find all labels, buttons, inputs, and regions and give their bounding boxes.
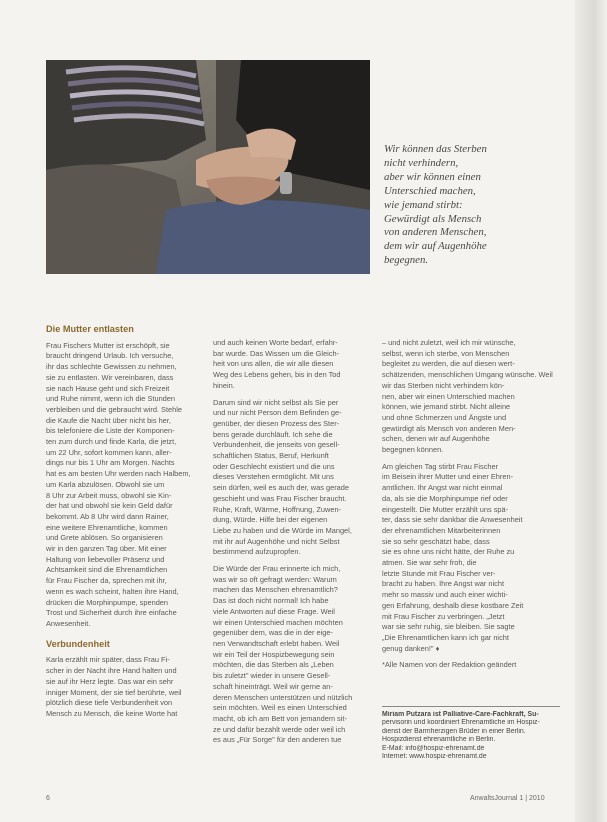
body-text-line: Die Würde der Frau erinnerte ich mich, bbox=[213, 564, 341, 574]
body-text-line: schen, denen wir auf Augenhöhe bbox=[382, 434, 490, 444]
body-text-line: eine weitere Ehrenamtliche, kommen bbox=[46, 522, 168, 532]
magazine-issue: AnwaltsJournal 1 | 2010 bbox=[470, 795, 545, 802]
body-text-line: der ehrenamtlichen Mitarbeiterinnen bbox=[382, 525, 501, 535]
body-text-line: nen Verwandtschaft erlebt haben. Weil bbox=[213, 638, 340, 648]
body-text-line: machen das Menschen ehrenamtlich? bbox=[213, 585, 338, 595]
body-text-line: scher in der Nacht ihre Hand halten und bbox=[46, 666, 177, 676]
body-text-line: und Grete ablösen. So organisieren bbox=[46, 533, 163, 543]
page-number: 6 bbox=[46, 795, 50, 802]
body-text-line: Mensch zu Mensch, die keine Worte hat bbox=[46, 708, 178, 718]
body-text-line: wir in den ganzen Tag über. Mit einer bbox=[46, 544, 167, 554]
body-text-line: möchten, die das Sterben als „Leben bbox=[213, 660, 334, 670]
body-text-line: letzte Stunde mit Frau Fischer ver- bbox=[382, 568, 496, 578]
quote-line: begegnen. bbox=[384, 254, 429, 267]
body-text-line: die Kaufe die Nacht über nicht bis her, bbox=[46, 415, 171, 425]
body-text-line: macht, ob ich am Bett von jemandem sit- bbox=[213, 713, 347, 723]
quote-line: wie jemand stirbt: bbox=[384, 198, 463, 211]
body-text-line: wenn es wach scheint, halten ihre Hand, bbox=[46, 586, 179, 596]
body-text-line: 8 Uhr zur Arbeit muss, obwohl sie Kin- bbox=[46, 490, 172, 500]
body-text-line: ihr das schlechte Gewissen zu nehmen, bbox=[46, 362, 177, 372]
body-text-line: oder Geschlecht existiert und die uns bbox=[213, 461, 335, 471]
body-text-line: schaft hineinträgt. Weil wir gerne an- bbox=[213, 681, 333, 691]
body-text-line: verbleiben und die gebraucht wird. Stehle bbox=[46, 404, 182, 414]
body-text-line: sein möchten. Weil es einen Unterschied bbox=[213, 703, 347, 713]
body-text-line: Trost und Sicherheit durch ihre einfache bbox=[46, 608, 177, 618]
section-heading: Die Mutter entlasten bbox=[46, 324, 134, 334]
body-text-line: Haltung von liebevoller Präsenz und bbox=[46, 554, 165, 564]
body-text-line: genüber, der diesen Prozess des Ster- bbox=[213, 418, 340, 428]
body-text-line: begegnen können. bbox=[382, 445, 444, 455]
author-box bbox=[382, 711, 560, 761]
body-text-line: Weg des Lebens gehen, bis in den Tod bbox=[213, 370, 341, 380]
body-text-line: bis telefoniere die Liste der Komponen- bbox=[46, 426, 175, 436]
body-text-line: Frau Fischers Mutter ist erschöpft, sie bbox=[46, 340, 170, 350]
body-text-line: drücken die Morphinpumpe, spenden bbox=[46, 597, 169, 607]
body-text-line: dung, Würde. Hilfe bei der eigenen bbox=[213, 515, 328, 525]
body-text-line: braucht dringend Urlaub. Ich versuche, bbox=[46, 351, 174, 361]
column-2 bbox=[213, 338, 378, 746]
pull-quote bbox=[384, 143, 559, 268]
body-text-line: inniger Moment, der sie tief berührte, weil bbox=[46, 687, 182, 697]
author-line: pervisorin und koordiniert Ehrenamtliche im Hospiz- bbox=[382, 719, 540, 727]
quote-line: von anderen Menschen, bbox=[384, 226, 487, 239]
body-text-line: geschieht und was Frau Fischer braucht. bbox=[213, 493, 347, 503]
body-text-line: war sie sehr ruhig, sie bleiben. Sie sagte bbox=[382, 622, 515, 632]
body-text-line: sie so sehr geschätzt habe, dass bbox=[382, 536, 490, 546]
body-text-line: und Ruhe nimmt, wenn ich die Stunden bbox=[46, 394, 176, 404]
body-text-line: es aus „Für Sorge" für den anderen tue bbox=[213, 735, 342, 745]
body-text-line: amtlichen. Ihr Angst war nicht einmal bbox=[382, 483, 503, 493]
body-text-line: eingestellt. Die Mutter erzählt uns spä- bbox=[382, 504, 509, 514]
author-line: E-Mail: info@hospiz-ehrenamt.de bbox=[382, 744, 485, 752]
body-text-line: gegenüber dem, was die in der eige- bbox=[213, 628, 333, 638]
body-text-line: gen Erfahrung, deshalb diese kostbare Zeit bbox=[382, 600, 524, 610]
body-text-line: gewürdigt als Mensch von anderen Men- bbox=[382, 423, 516, 433]
body-text-line: bens gerade durchläuft. Ich sehe die bbox=[213, 429, 333, 439]
quote-line: aber wir können einen bbox=[384, 170, 481, 183]
body-text-line: sie auf ihr Herz legte. Das war ein sehr bbox=[46, 676, 174, 686]
body-text-line: Karla erzählt mir später, dass Frau Fi- bbox=[46, 655, 170, 665]
body-text-line: bestimmend aufzupropfen. bbox=[213, 547, 301, 557]
page-edge bbox=[575, 0, 607, 822]
author-line: Miriam Putzara ist Palliative-Care-Fachkraft, Su- bbox=[382, 711, 539, 718]
body-text-line: viele Antworten auf diese Frage. Weil bbox=[213, 606, 335, 616]
body-text-line: hat es am besten Uhr werden nach Halbem, bbox=[46, 469, 191, 479]
body-text-line: Am gleichen Tag stirbt Frau Fischer bbox=[382, 461, 499, 471]
body-text-line: Ruhe, Kraft, Wärme, Hoffnung, Zuwen- bbox=[213, 504, 342, 514]
body-text-line: für Frau Fischer da, sprechen mit ihr, bbox=[46, 576, 167, 586]
body-text-line: bracht zu haben. Ihre Angst war nicht bbox=[382, 579, 505, 589]
author-line: dienst der Barmherzigen Brüder in einer Berlin. bbox=[382, 727, 526, 735]
body-text-line: Achtsamkeit sind die Ehrenamtlichen bbox=[46, 565, 168, 575]
column-1 bbox=[46, 320, 210, 720]
body-text-line: und ohne Schmerzen und Ängste und bbox=[382, 412, 507, 422]
body-text-line: ten zum durch und finde Karla, die jetzt, bbox=[46, 437, 177, 447]
body-text-line: Verbundenheit, die jenseits von gesell- bbox=[213, 440, 340, 450]
section-heading-2: Verbundenheit bbox=[46, 638, 110, 649]
body-text-line: wir das Sterben nicht verhindern kön- bbox=[382, 380, 505, 390]
author-line: Internet: www.hospiz-ehrenamt.de bbox=[382, 753, 487, 761]
body-text-line: Liebe zu haben und die Würde im Mangel, bbox=[213, 525, 352, 535]
quote-line: Wir können das Sterben bbox=[384, 143, 487, 155]
body-text-line: ze und dafür bezahlt werde oder weil ich bbox=[213, 724, 346, 734]
body-text-line: ter, dass sie sehr dankbar die Anwesenheit bbox=[382, 515, 523, 525]
body-text-line: Darum sind wir nicht selbst als Sie per bbox=[213, 397, 339, 407]
column-3 bbox=[382, 338, 560, 671]
author-line: Hospizdienst ehrenamtliche in Berlin. bbox=[382, 736, 496, 744]
body-text-line: wir ein Teil der Hospizbewegung sein bbox=[213, 649, 335, 659]
quote-line: dem wir auf Augenhöhe bbox=[384, 240, 487, 253]
body-text-line: und auch keinen Worte bedarf, erfahr- bbox=[213, 338, 338, 347]
body-text-line: deren Menschen unterstützen und nützlich bbox=[213, 692, 353, 702]
body-text-line: plötzlich diese tiefe Verbundenheit von bbox=[46, 698, 173, 708]
body-text-line: „Die Ehrenamtlichen kann ich gar nicht bbox=[382, 632, 509, 642]
body-text-line: mit Frau Fischer zu verbringen. „Jetzt bbox=[382, 611, 505, 621]
body-text-line: heit von uns allen, die wir alle diesen bbox=[213, 359, 334, 369]
body-text-line: sie nach Hause geht und sich Freizeit bbox=[46, 383, 170, 393]
body-text-line: Anwesenheit. bbox=[46, 618, 91, 628]
body-text-line: der hat und obwohl sie kein Geld dafür bbox=[46, 501, 173, 511]
body-text-line: mehr so massiv und auch einer wichti- bbox=[382, 590, 508, 600]
body-text-line: genug danken!" ♦ bbox=[382, 643, 440, 653]
body-text-line: *Alle Namen von der Redaktion geändert bbox=[382, 660, 517, 670]
body-text-line: um 22 Uhr, sofort kommen kann, aller- bbox=[46, 447, 172, 457]
body-text-line: um Karla abzulösen. Obwohl sie um bbox=[46, 479, 165, 489]
body-text-line: Das ist doch nicht normal! Ich habe bbox=[213, 596, 329, 606]
body-text-line: begleitet zu werden, die auf diesen wert- bbox=[382, 359, 515, 369]
body-text-line: mit ihr auf Augenhöhe und nicht Selbst bbox=[213, 536, 340, 546]
body-text-line: – und nicht zuletzt, weil ich mir wünsche, bbox=[382, 338, 516, 347]
body-text-line: im Beisein ihrer Mutter und einer Ehren- bbox=[382, 472, 514, 482]
body-text-line: schaftlichen Status, Beruf, Herkunft bbox=[213, 451, 329, 461]
quote-line: Gewürdigt als Mensch bbox=[384, 212, 482, 225]
body-text-line: können, wie jemand stirbt. Nicht alleine bbox=[382, 402, 511, 412]
body-text-line: nen, aber wir einen Unterschied machen bbox=[382, 391, 515, 401]
body-text-line: da, als sie die Morphinpumpe rief oder bbox=[382, 493, 508, 503]
body-text-line: selbst, wenn ich sterbe, von Menschen bbox=[382, 348, 510, 358]
body-text-line: schätzenden, menschlichen Umgang wünsche. Weil bbox=[382, 370, 553, 380]
body-text-line: bekommt. Ab 8 Uhr wird dann Rainer, bbox=[46, 511, 169, 521]
body-text-line: sie zu entlasten. Wir vereinbaren, dass bbox=[46, 372, 174, 382]
hands-photo-illustration bbox=[46, 60, 370, 274]
body-text-line: sein dürfen, weil es auch der, was gerade bbox=[213, 483, 349, 493]
quote-line: Unterschied machen, bbox=[384, 184, 476, 197]
article-photo bbox=[46, 60, 370, 274]
body-text-line: wir einen Unterschied machen möchten bbox=[213, 617, 343, 627]
body-text-line: und nur nicht Person dem Befinden ge- bbox=[213, 408, 342, 418]
body-text-line: atmen. Sie war sehr froh, die bbox=[382, 558, 477, 568]
body-text-line: bar wurde. Das Wissen um die Gleich- bbox=[213, 348, 340, 358]
body-text-line: sie es ohne uns nicht hätte, der Ruhe zu bbox=[382, 547, 515, 557]
quote-line: nicht verhindern, bbox=[384, 156, 459, 169]
body-text-line: hinein. bbox=[213, 380, 235, 390]
body-text-line: dieses Verstehen ermöglicht. Mit uns bbox=[213, 472, 334, 482]
body-text-line: was wir so oft gefragt werden: Warum bbox=[213, 574, 337, 584]
body-text-line: bis zuletzt" wieder in unsere Gesell- bbox=[213, 671, 331, 681]
body-text-line: dings nur bis 1 Uhr am Morgen. Nachts bbox=[46, 458, 175, 468]
author-divider bbox=[382, 706, 560, 707]
